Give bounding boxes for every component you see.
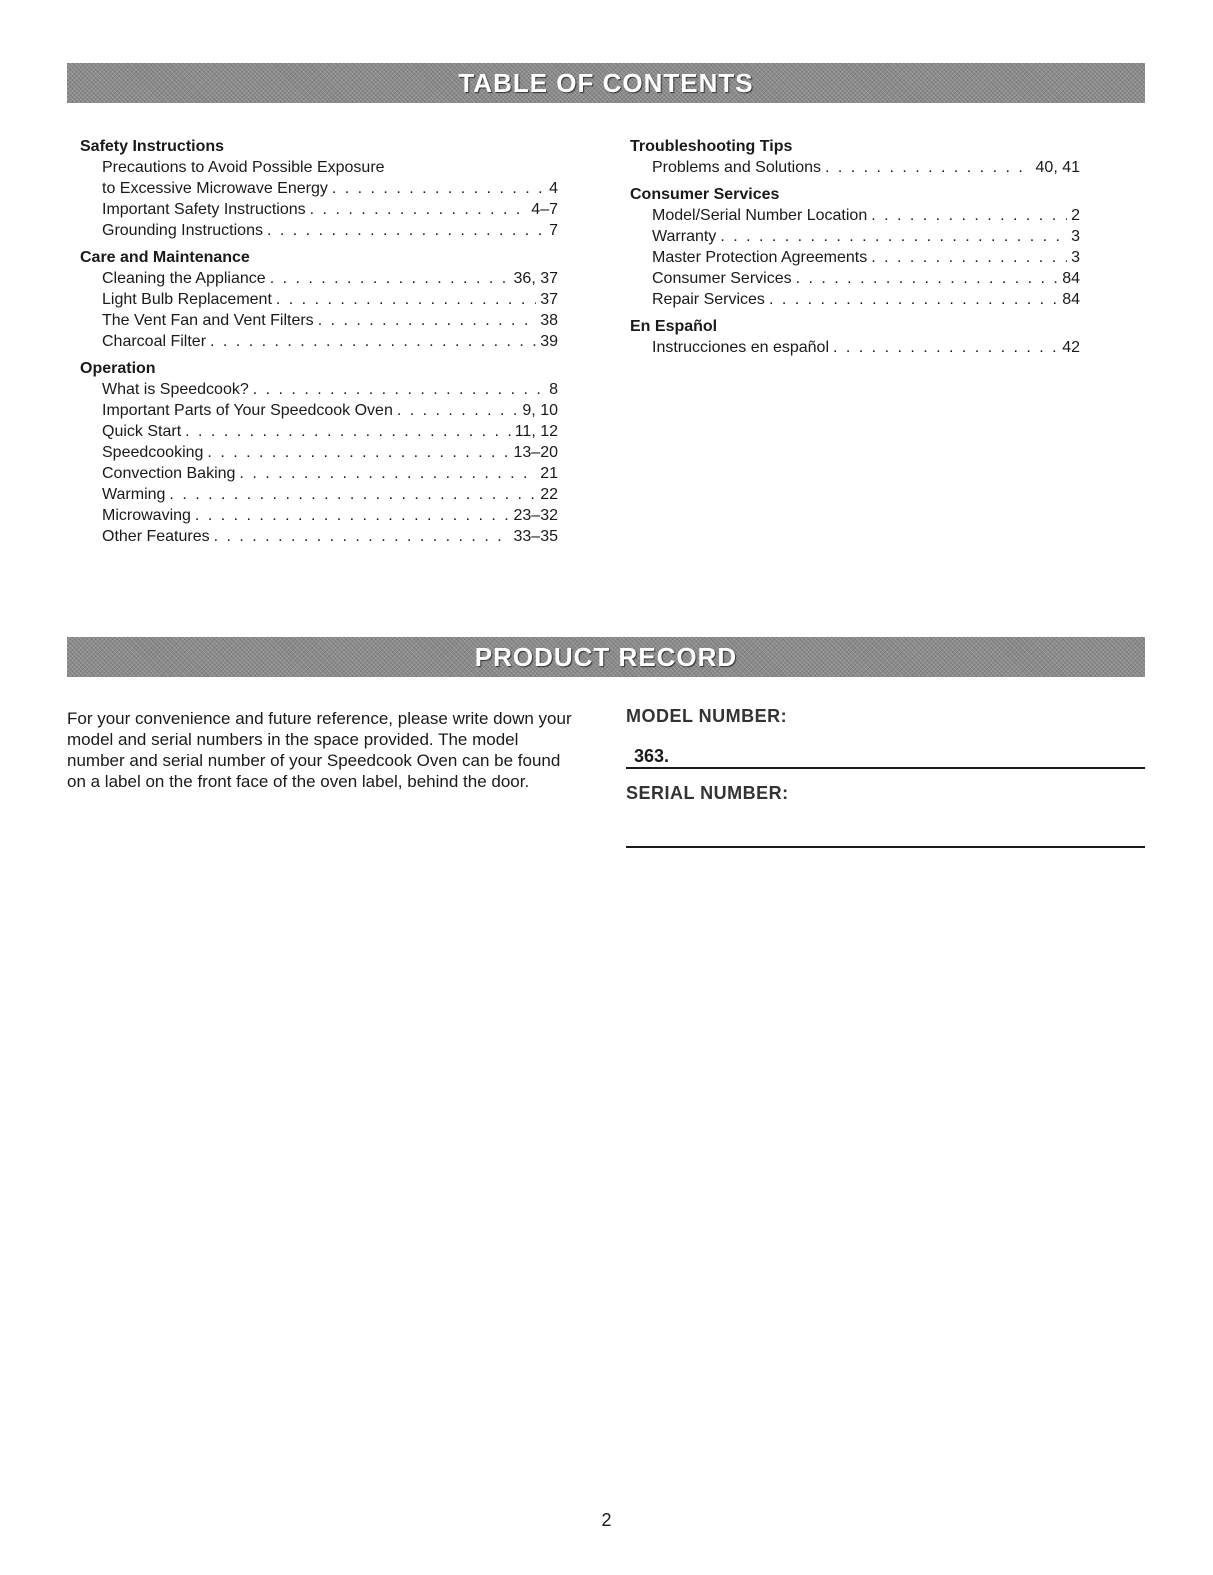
section-title: Consumer Services bbox=[630, 186, 780, 203]
toc-entry-page: 8 bbox=[549, 381, 558, 398]
toc-entry-page: 84 bbox=[1062, 291, 1080, 308]
toc-entry bbox=[630, 205, 1080, 226]
section-title: En Español bbox=[630, 318, 718, 335]
toc-entry-label: Convection Baking bbox=[102, 465, 236, 482]
toc-entry bbox=[80, 178, 558, 199]
toc-section-operation bbox=[80, 358, 558, 547]
toc-entry-label: What is Speedcook? bbox=[102, 381, 249, 398]
toc-entry bbox=[80, 400, 558, 421]
toc-entry-page: 11, 12 bbox=[514, 423, 558, 440]
toc-entry-page: 22 bbox=[540, 486, 558, 503]
toc-section-safety bbox=[80, 136, 558, 241]
toc-entry-page: 33–35 bbox=[513, 528, 558, 545]
toc-entry-page: 2 bbox=[1071, 207, 1080, 224]
toc-entry bbox=[80, 220, 558, 241]
toc-section-care bbox=[80, 247, 558, 352]
toc-section-espanol bbox=[630, 316, 1080, 358]
toc-entry-page: 4–7 bbox=[531, 201, 558, 218]
toc-entry-label: Problems and Solutions bbox=[652, 159, 821, 176]
toc-entry bbox=[630, 268, 1080, 289]
model-number-prefix: 363. bbox=[634, 746, 670, 766]
toc-entry-page: 39 bbox=[540, 333, 558, 350]
toc-entry-label: Important Safety Instructions bbox=[102, 201, 306, 218]
toc-section-consumer bbox=[630, 184, 1080, 310]
toc-entry bbox=[80, 379, 558, 400]
section-title: Troubleshooting Tips bbox=[630, 138, 793, 155]
toc-entry-label: Warming bbox=[102, 486, 166, 503]
toc-entry-label: Cleaning the Appliance bbox=[102, 270, 266, 287]
toc-entry bbox=[630, 289, 1080, 310]
section-title: Care and Maintenance bbox=[80, 249, 250, 266]
toc-entry bbox=[80, 310, 558, 331]
toc-entry-page: 84 bbox=[1062, 270, 1080, 287]
product-record-banner bbox=[67, 637, 1145, 677]
toc-entry bbox=[80, 505, 558, 526]
toc-entry-page: 13–20 bbox=[513, 444, 558, 461]
section-title: Safety Instructions bbox=[80, 138, 225, 155]
toc-entry-label: Charcoal Filter bbox=[102, 333, 207, 350]
toc-entry-label: Repair Services bbox=[652, 291, 765, 308]
toc-entry-label: Important Parts of Your Speedcook Oven bbox=[102, 402, 393, 419]
toc-entry-label: Master Protection Agreements bbox=[652, 249, 868, 266]
toc-entry-page: 42 bbox=[1062, 339, 1080, 356]
product-record-instructions: For your convenience and future reference, please write down your model and serial numbers in the space provided. The model number and serial number of your Speedcook Oven can be found on a label on the front face of the oven label, behind the door. bbox=[67, 709, 572, 791]
toc-entry-label: Light Bulb Replacement bbox=[102, 291, 272, 308]
toc-entry-page: 7 bbox=[549, 222, 558, 239]
toc-entry-label: to Excessive Microwave Energy bbox=[102, 180, 328, 197]
toc-entry-label: The Vent Fan and Vent Filters bbox=[102, 312, 314, 329]
toc-entry-label: Grounding Instructions bbox=[102, 222, 263, 239]
toc-entry bbox=[80, 463, 558, 484]
toc-entry bbox=[630, 157, 1080, 178]
toc-entry-page: 38 bbox=[540, 312, 558, 329]
serial-number-field[interactable] bbox=[626, 826, 1145, 848]
toc-entry-label: Instrucciones en español bbox=[652, 339, 829, 356]
toc-entry bbox=[80, 289, 558, 310]
toc-entry bbox=[630, 226, 1080, 247]
toc-entry bbox=[80, 199, 558, 220]
model-number-field[interactable] bbox=[626, 737, 1145, 769]
toc-entry-page: 4 bbox=[549, 180, 558, 197]
toc-entry bbox=[80, 526, 558, 547]
page-number: 2 bbox=[601, 1510, 612, 1530]
toc-entry-page: 21 bbox=[540, 465, 558, 482]
toc-entry-label: Consumer Services bbox=[652, 270, 792, 287]
toc-entry-label: Speedcooking bbox=[102, 444, 204, 461]
product-record-heading: PRODUCT RECORD bbox=[474, 641, 738, 672]
toc-entry-page: 3 bbox=[1071, 249, 1080, 266]
toc-section-troubleshooting bbox=[630, 136, 1080, 178]
toc-entry-page: 9, 10 bbox=[522, 402, 558, 419]
toc-entry-label: Model/Serial Number Location bbox=[652, 207, 868, 224]
toc-entry bbox=[80, 442, 558, 463]
section-title: Operation bbox=[80, 360, 156, 377]
toc-entry-label: Quick Start bbox=[102, 423, 182, 440]
toc-heading: TABLE OF CONTENTS bbox=[458, 67, 754, 98]
toc-right-column bbox=[630, 136, 1080, 364]
toc-left-column bbox=[80, 136, 558, 553]
toc-entry bbox=[630, 337, 1080, 358]
serial-number-label: SERIAL NUMBER: bbox=[626, 783, 789, 803]
toc-banner bbox=[67, 63, 1145, 103]
toc-entry-page: 40, 41 bbox=[1035, 159, 1080, 176]
toc-entry-label: Other Features bbox=[102, 528, 210, 545]
toc-entry-label: Warranty bbox=[652, 228, 717, 245]
model-number-label: MODEL NUMBER: bbox=[626, 706, 788, 726]
toc-entry-label: Microwaving bbox=[102, 507, 191, 524]
toc-entry bbox=[80, 268, 558, 289]
toc-entry bbox=[80, 484, 558, 505]
toc-entry bbox=[80, 421, 558, 442]
toc-entry-page: 37 bbox=[540, 291, 558, 308]
toc-entry bbox=[80, 331, 558, 352]
toc-entry-intro: Precautions to Avoid Possible Exposure bbox=[102, 159, 385, 176]
toc-entry-page: 3 bbox=[1071, 228, 1080, 245]
toc-entry bbox=[630, 247, 1080, 268]
product-record-fields bbox=[626, 706, 1145, 862]
toc-entry-page: 23–32 bbox=[513, 507, 558, 524]
toc-entry-page: 36, 37 bbox=[513, 270, 558, 287]
